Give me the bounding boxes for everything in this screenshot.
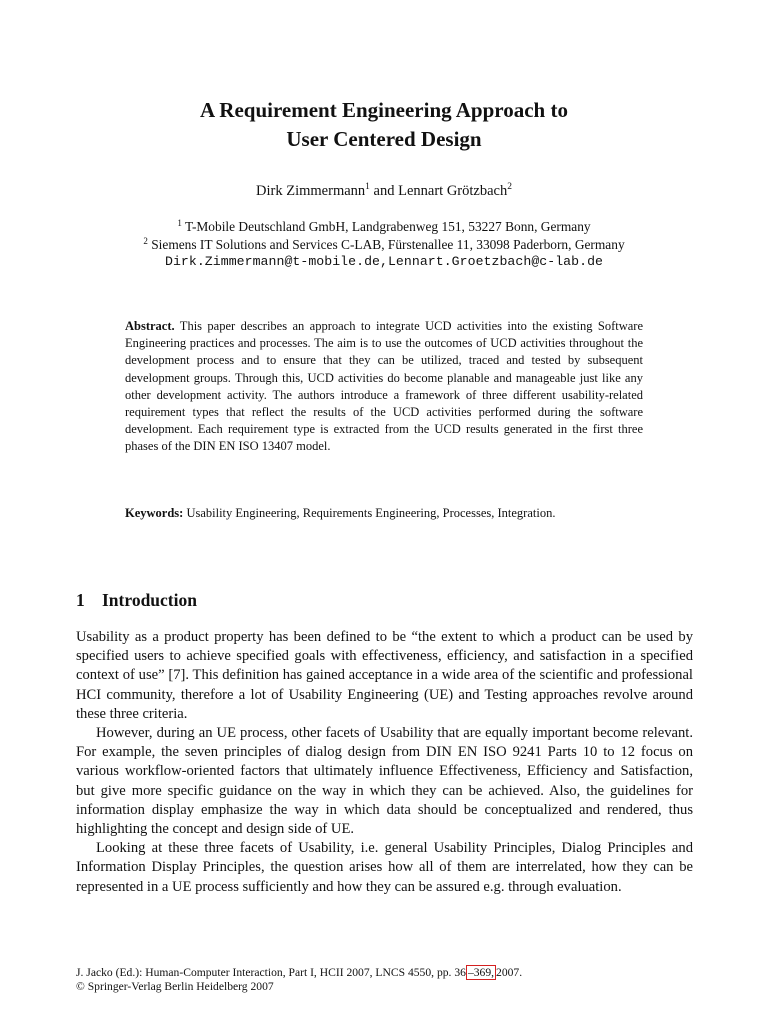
section-number: 1 xyxy=(76,590,85,610)
paragraph-2: However, during an UE process, other facets of Usability that are equally important become relevant. For example, the seven principles of dialog design from DIN EN ISO 9241 Parts 10 to 12 focus on various workflow-oriented factors that ultimately influence Effectiveness, Efficiency and Satisfaction, but give more specific guidance on the way in which they can be achieved. Also, the guidelines for information display emphasize the way in which data should be conceptualized and rendered, thus highlighting the concept and design side of UE. xyxy=(76,725,693,838)
affiliation-2-text: Siemens IT Solutions and Services C-LAB, Fürstenallee 11, 33098 Paderborn, Germany xyxy=(147,236,625,252)
author-2-affil-mark: 2 xyxy=(507,182,512,192)
author-1-affil-mark: 1 xyxy=(365,182,370,192)
author-1: Dirk Zimmermann xyxy=(256,183,366,199)
citation-suffix: 2007. xyxy=(496,966,523,979)
paragraph-1: Usability as a product property has been defined to be “the extent to which a product can be used by specified users to achieve specified goals with effectiveness, efficiency, and satisfaction in a specified context of use” [7]. This definition has gained acceptance in a wide area of the scientific and professional HCI community, therefore a lot of Usability Engineering (UE) and Testing approaches revolve around these three criteria. xyxy=(76,629,693,722)
title-line-1: A Requirement Engineering Approach to xyxy=(200,98,568,122)
paragraph-3: Looking at these three facets of Usability, i.e. general Usability Principles, Dialog Principles and Information Display Principles, the question arises how all of them are interrelated, how they can be represented in a UE process sufficiently and how they can be assured e.g. through evaluation. xyxy=(76,840,693,895)
affiliation-1-text: T-Mobile Deutschland GmbH, Landgrabenweg 151, 53227 Bonn, Germany xyxy=(181,219,591,234)
affiliations xyxy=(0,218,768,271)
keywords xyxy=(125,505,643,522)
citation-prefix: J. Jacko (Ed.): Human-Computer Interaction, Part I, HCII 2007, LNCS 4550, pp. 36 xyxy=(76,966,466,979)
author-list xyxy=(0,181,768,201)
affiliation-1-mark: 1 xyxy=(177,218,182,228)
abstract xyxy=(125,318,643,456)
title-line-2: User Centered Design xyxy=(286,127,482,151)
paper-title xyxy=(0,96,768,154)
page-footer xyxy=(76,965,716,994)
affiliation-1 xyxy=(0,218,768,236)
author-2: Lennart Grötzbach xyxy=(398,183,508,199)
highlighted-page-range: –369, xyxy=(467,966,495,979)
authors-join: and xyxy=(369,183,399,199)
author-emails: Dirk.Zimmermann@t-mobile.de,Lennart.Groetzbach@c-lab.de xyxy=(164,254,603,269)
keywords-text: Usability Engineering, Requirements Engineering, Processes, Integration. xyxy=(183,506,556,520)
citation-line xyxy=(76,965,716,980)
abstract-label: Abstract. xyxy=(125,319,175,333)
copyright-line: © Springer-Verlag Berlin Heidelberg 2007 xyxy=(76,980,274,993)
abstract-text: This paper describes an approach to integrate UCD activities into the existing Software Engineering practices and processes. The aim is to use the outcomes of UCD activities throughout the development process and to ensure that they can be utilized, traced and tested by subsequent development groups. Through this, UCD activities do become planable and manageable just like any other development activity. The authors introduce a framework of three different usability-related requirement types that reflect the results of the UCD activities performed during the software development. Each requirement type is extracted from the UCD results generated in the first three phases of the DIN EN ISO 13407 model. xyxy=(125,319,643,454)
section-title: Introduction xyxy=(102,590,197,610)
affiliation-2-mark: 2 xyxy=(143,235,148,246)
body-text xyxy=(76,628,693,897)
keywords-label: Keywords: xyxy=(125,506,184,520)
affiliation-2 xyxy=(0,236,768,254)
section-heading xyxy=(76,588,197,612)
